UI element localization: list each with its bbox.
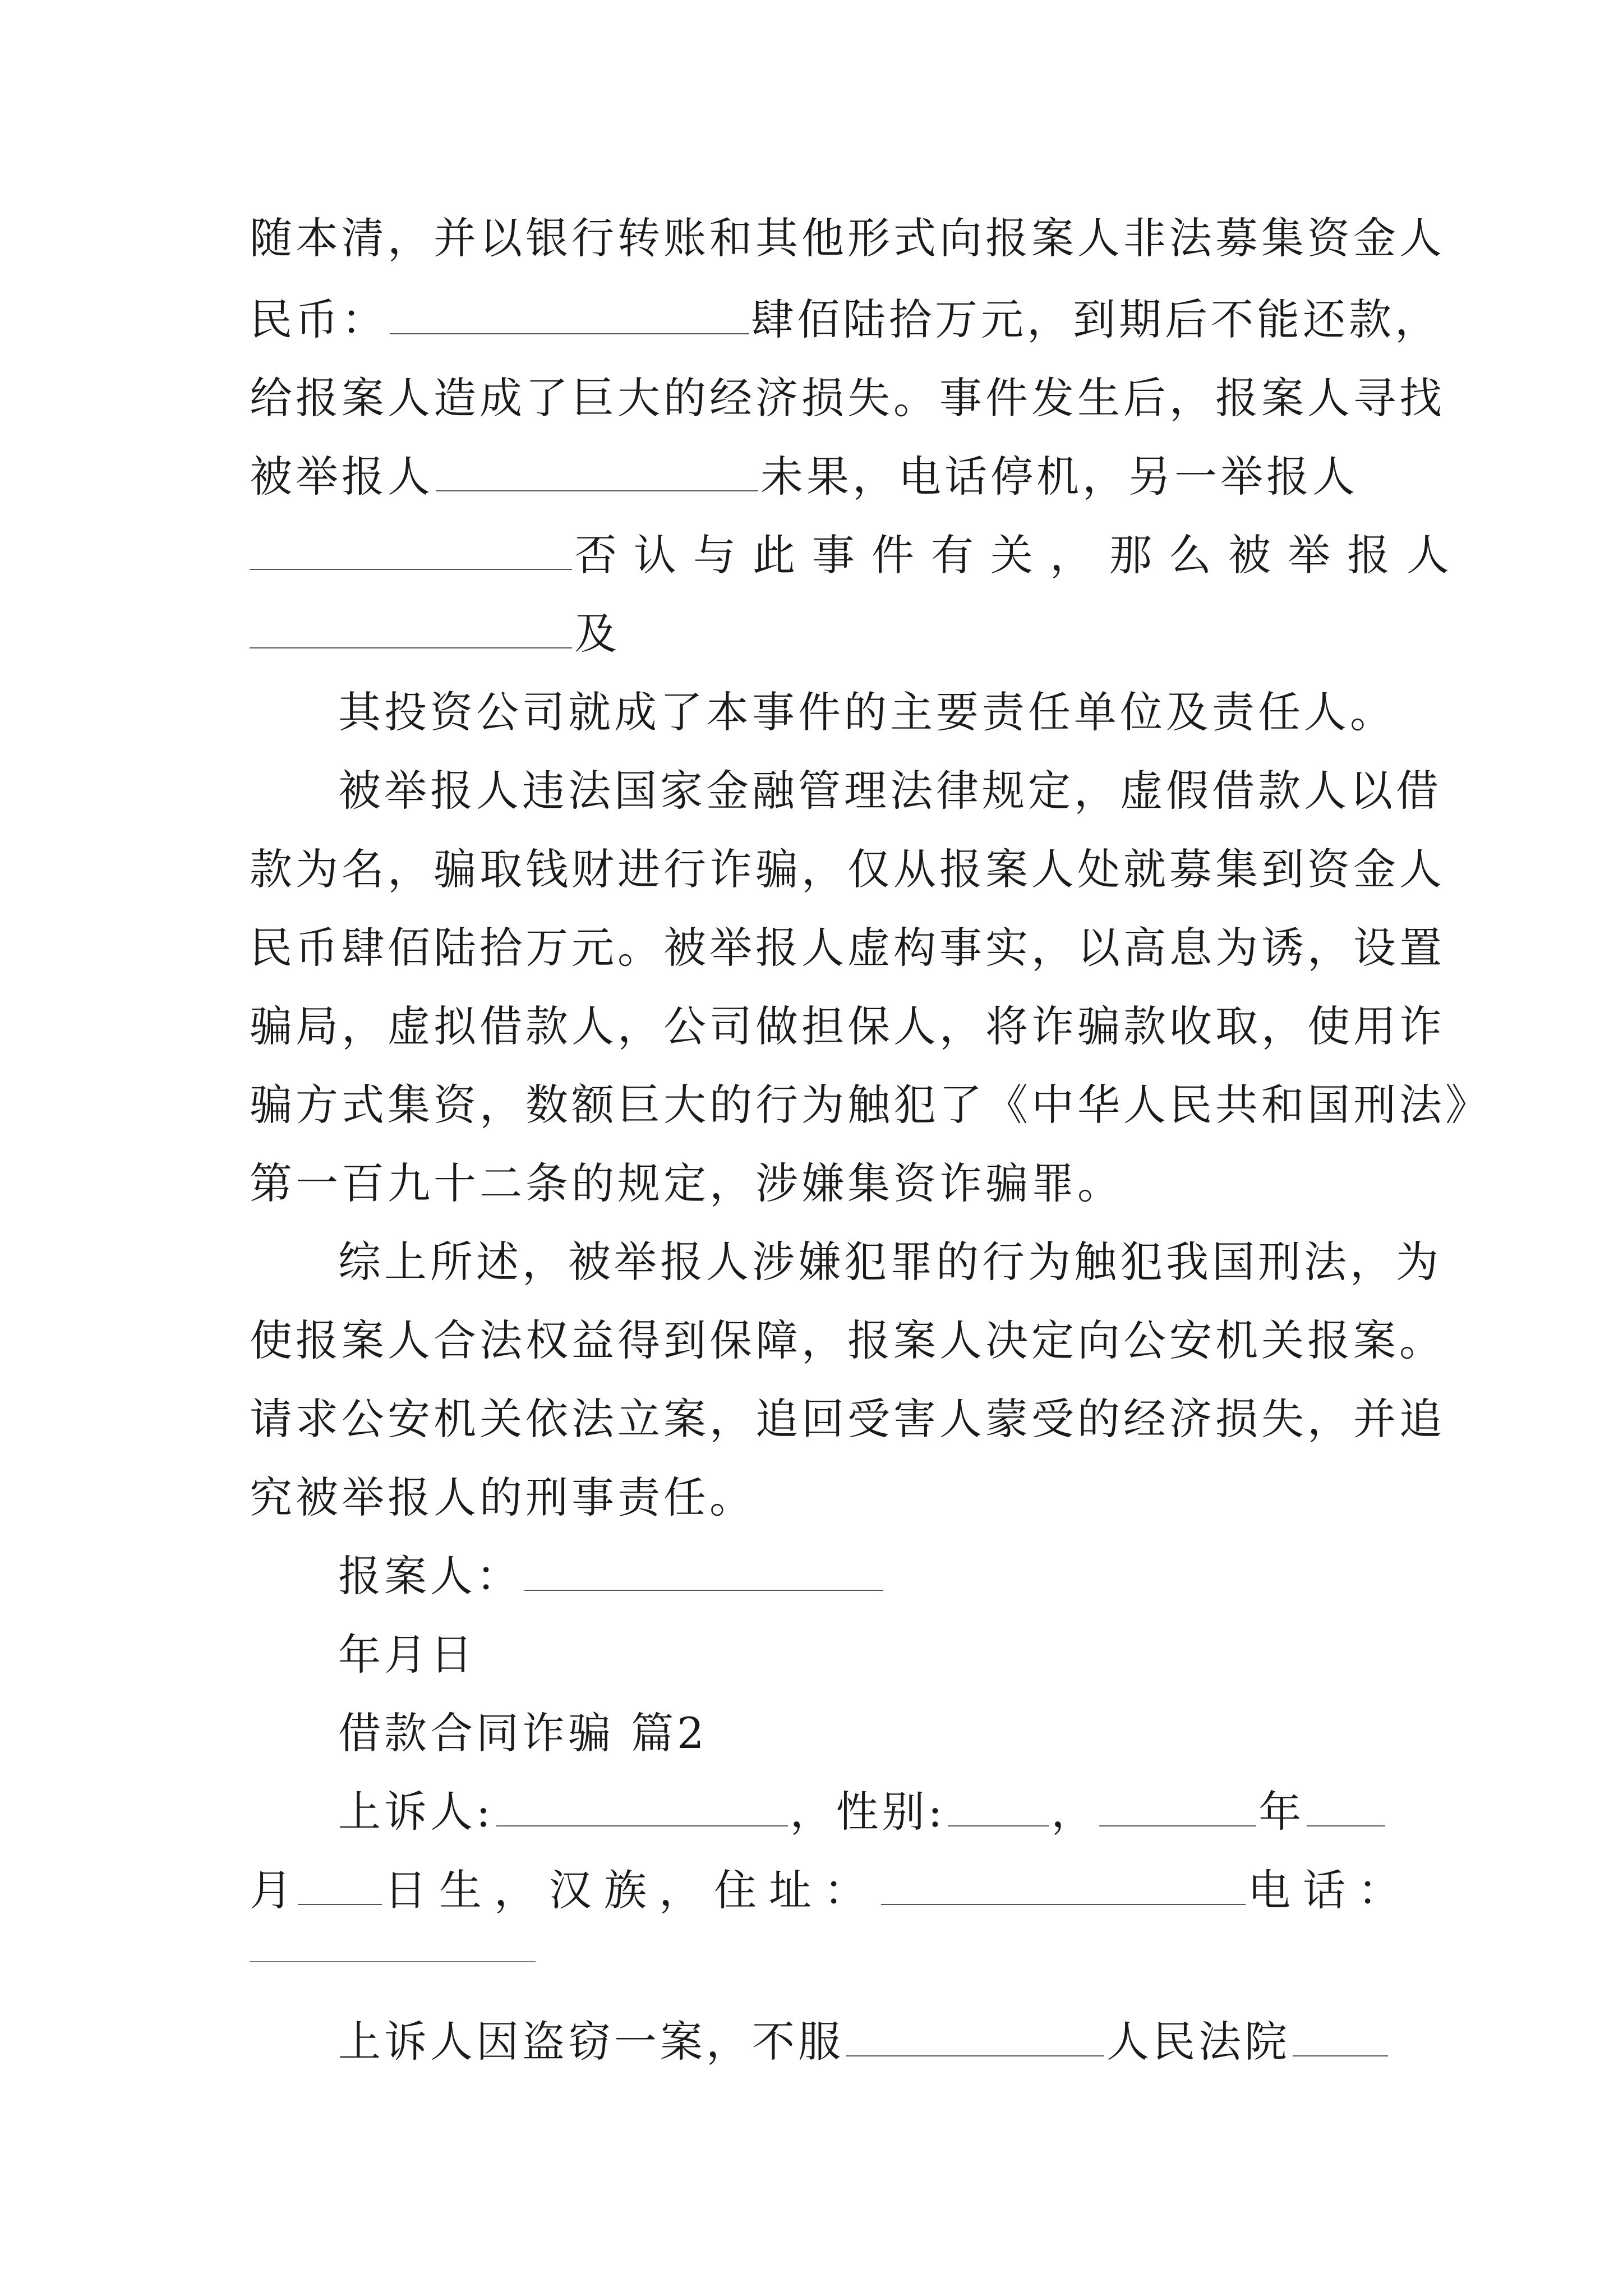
text-fragment: 电话： — [1248, 1865, 1413, 1915]
text-fragment: 上诉人因盗窃一案，不服 — [338, 2017, 844, 2067]
text-fragment: 年 — [1258, 1787, 1305, 1837]
fill-in-blank — [524, 1544, 883, 1591]
fill-in-blank — [250, 601, 572, 648]
fill-in-blank — [496, 1779, 788, 1826]
text-line: 款为名，骗取钱财进行诈骗，仅从报案人处就募集到资金人 — [250, 844, 1445, 894]
paragraph-line: 其投资公司就成了本事件的主要责任单位及责任人。 — [338, 687, 1396, 737]
paragraph-line: 被举报人违法国家金融管理法律规定，虚假借款人以借 — [338, 766, 1442, 816]
form-line — [250, 1851, 1413, 1930]
text-line: 给报案人造成了巨大的经济损失。事件发生后，报案人寻找 — [250, 373, 1445, 423]
text-fragment: 人民法院 — [1106, 2017, 1290, 2067]
text-fragment: 被举报人 — [250, 452, 434, 501]
text-line: 究被举报人的刑事责任。 — [250, 1473, 755, 1522]
fill-in-blank — [1307, 1779, 1385, 1826]
section-heading: 借款合同诈骗 篇2 — [338, 1708, 708, 1758]
signature-label: 报案人： — [338, 1551, 522, 1601]
text-line: 骗方式集资，数额巨大的行为触犯了《中华人民共和国刑法》 — [250, 1080, 1491, 1130]
fill-in-blank — [1099, 1779, 1256, 1826]
text-line — [250, 516, 1466, 595]
text-line — [250, 438, 1394, 516]
text-line: 民币肆佰陆拾万元。被举报人虚构事实，以高息为诱，设置 — [250, 923, 1445, 973]
fill-in-blank — [948, 1779, 1049, 1826]
text-line — [250, 280, 1441, 359]
fill-in-blank — [846, 2009, 1104, 2056]
text-fragment: 未果，电话停机，另一举报人 — [760, 452, 1358, 501]
text-line: 使报案人合法权益得到保障，报案人决定向公安机关报案。 — [250, 1315, 1445, 1365]
text-fragment: 民币： — [250, 295, 388, 344]
text-line: 骗局，虚拟借款人，公司做担保人，将诈骗款收取，使用诈 — [250, 1001, 1445, 1051]
paragraph-line: 综上所述，被举报人涉嫌犯罪的行为触犯我国刑法，为 — [338, 1237, 1442, 1287]
fill-in-blank — [250, 1961, 536, 1962]
fill-in-blank — [298, 1858, 382, 1905]
fill-in-blank — [436, 444, 758, 491]
text-fragment: ， — [1051, 1787, 1098, 1837]
fill-in-blank — [250, 523, 572, 570]
text-fragment: 否认与此事件有关，那么被举报人 — [574, 530, 1466, 580]
text-line: 随本清，并以银行转账和其他形式向报案人非法募集资金人 — [250, 213, 1445, 263]
text-line — [250, 595, 1394, 673]
fill-in-blank — [1293, 2009, 1388, 2056]
text-fragment: 日生，汉族，住址： — [384, 1865, 879, 1915]
signature-line — [338, 1537, 1394, 1616]
date-line: 年月日 — [338, 1630, 476, 1680]
fill-in-blank — [390, 287, 749, 334]
text-fragment: 月 — [250, 1865, 296, 1915]
text-fragment: ，性别: — [790, 1787, 946, 1837]
text-fragment: 上诉人: — [338, 1787, 494, 1837]
text-fragment: 及 — [574, 609, 620, 659]
text-line: 第一百九十二条的规定，涉嫌集资诈骗罪。 — [250, 1158, 1123, 1208]
text-fragment: 肆佰陆拾万元，到期后不能还款， — [751, 295, 1441, 344]
paragraph-line — [338, 2003, 1394, 2081]
fill-in-blank — [881, 1858, 1246, 1905]
text-line: 请求公安机关依法立案，追回受害人蒙受的经济损失，并追 — [250, 1394, 1445, 1444]
form-line — [338, 1773, 1394, 1851]
